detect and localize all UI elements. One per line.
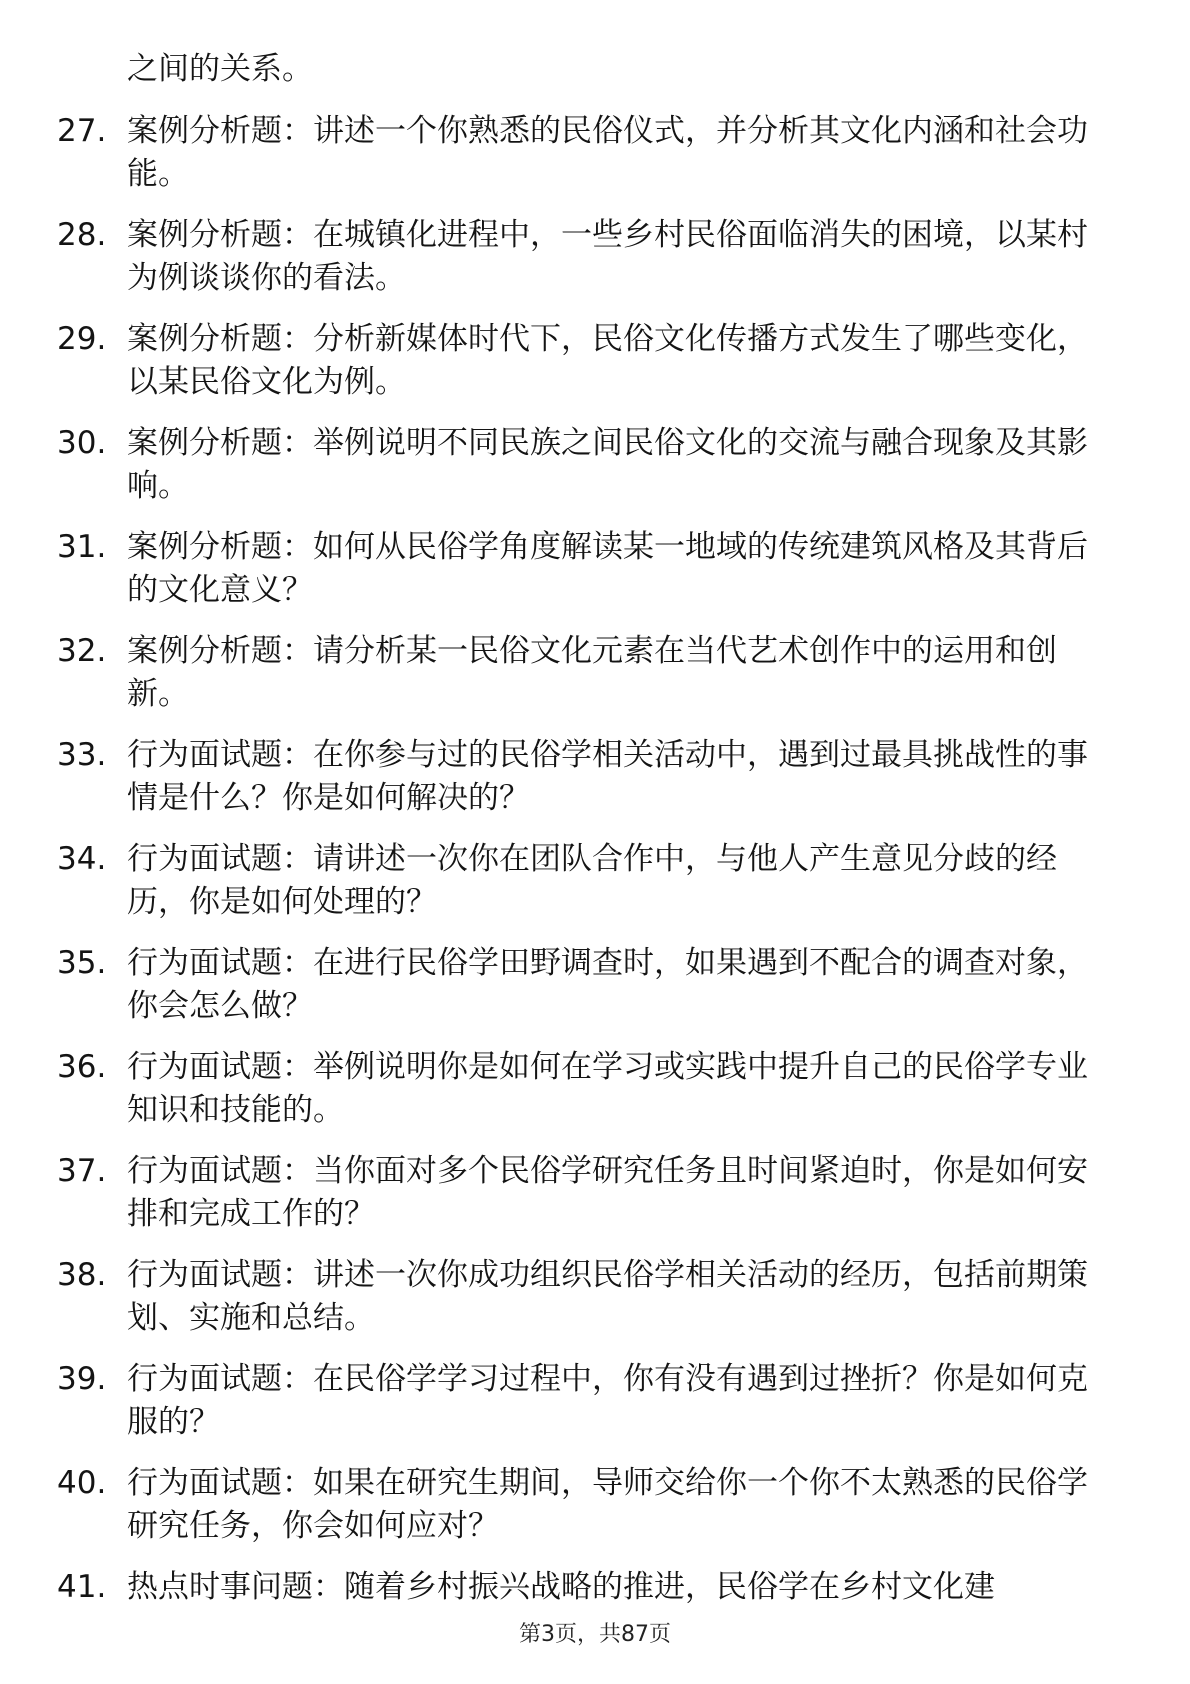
- list-item: [0, 422, 1190, 526]
- question-list: [0, 110, 1190, 1670]
- list-item: [0, 214, 1190, 318]
- item-text: 案例分析题：请分析某一民俗文化元素在当代艺术创作中的运用和创新。: [127, 633, 1057, 712]
- list-item: [0, 1566, 1190, 1670]
- item-text: 案例分析题：如何从民俗学角度解读某一地域的传统建筑风格及其背后的文化意义？: [127, 529, 1088, 608]
- item-number: 39.: [57, 1361, 107, 1397]
- item-text: 行为面试题：当你面对多个民俗学研究任务且时间紧迫时，你是如何安排和完成工作的？: [127, 1153, 1088, 1232]
- continuation-text: 之间的关系。: [127, 51, 313, 87]
- list-item: [0, 734, 1190, 838]
- item-number: 27.: [57, 113, 107, 149]
- list-item: [0, 1046, 1190, 1150]
- item-number: 32.: [57, 633, 107, 669]
- item-text: 行为面试题：讲述一次你成功组织民俗学相关活动的经历，包括前期策划、实施和总结。: [127, 1257, 1088, 1336]
- item-text: 案例分析题：在城镇化进程中，一些乡村民俗面临消失的困境，以某村为例谈谈你的看法。: [127, 217, 1088, 296]
- list-item: [0, 1150, 1190, 1254]
- item-number: 33.: [57, 737, 107, 773]
- item-number: 41.: [57, 1569, 107, 1605]
- item-text: 案例分析题：举例说明不同民族之间民俗文化的交流与融合现象及其影响。: [127, 425, 1088, 504]
- list-item: [0, 1358, 1190, 1462]
- item-text: 行为面试题：在进行民俗学田野调查时，如果遇到不配合的调查对象，你会怎么做？: [127, 945, 1088, 1024]
- list-item: [0, 942, 1190, 1046]
- list-item: [0, 318, 1190, 422]
- list-item: [0, 1462, 1190, 1566]
- item-text: 行为面试题：举例说明你是如何在学习或实践中提升自己的民俗学专业知识和技能的。: [127, 1049, 1088, 1128]
- item-number: 29.: [57, 321, 107, 357]
- item-number: 28.: [57, 217, 107, 253]
- item-number: 40.: [57, 1465, 107, 1501]
- item-number: 36.: [57, 1049, 107, 1085]
- item-text: 案例分析题：讲述一个你熟悉的民俗仪式，并分析其文化内涵和社会功能。: [127, 113, 1088, 192]
- page-footer: 第3页，共87页: [519, 1622, 671, 1647]
- item-number: 30.: [57, 425, 107, 461]
- list-item: [0, 630, 1190, 734]
- item-text: 行为面试题：在你参与过的民俗学相关活动中，遇到过最具挑战性的事情是什么？你是如何解决的？: [127, 737, 1088, 816]
- list-item: [0, 838, 1190, 942]
- item-text: 行为面试题：在民俗学学习过程中，你有没有遇到过挫折？你是如何克服的？: [127, 1361, 1088, 1440]
- list-item: [0, 1254, 1190, 1358]
- list-item: [0, 526, 1190, 630]
- item-text: 行为面试题：请讲述一次你在团队合作中，与他人产生意见分歧的经历，你是如何处理的？: [127, 841, 1057, 920]
- item-number: 38.: [57, 1257, 107, 1293]
- item-number: 35.: [57, 945, 107, 981]
- item-text: 案例分析题：分析新媒体时代下，民俗文化传播方式发生了哪些变化，以某民俗文化为例。: [127, 321, 1088, 400]
- list-item: [0, 110, 1190, 214]
- item-number: 37.: [57, 1153, 107, 1189]
- item-number: 34.: [57, 841, 107, 877]
- item-number: 31.: [57, 529, 107, 565]
- item-text: 热点时事问题：随着乡村振兴战略的推进，民俗学在乡村文化建: [127, 1569, 995, 1605]
- item-text: 行为面试题：如果在研究生期间，导师交给你一个你不太熟悉的民俗学研究任务，你会如何应对？: [127, 1465, 1088, 1544]
